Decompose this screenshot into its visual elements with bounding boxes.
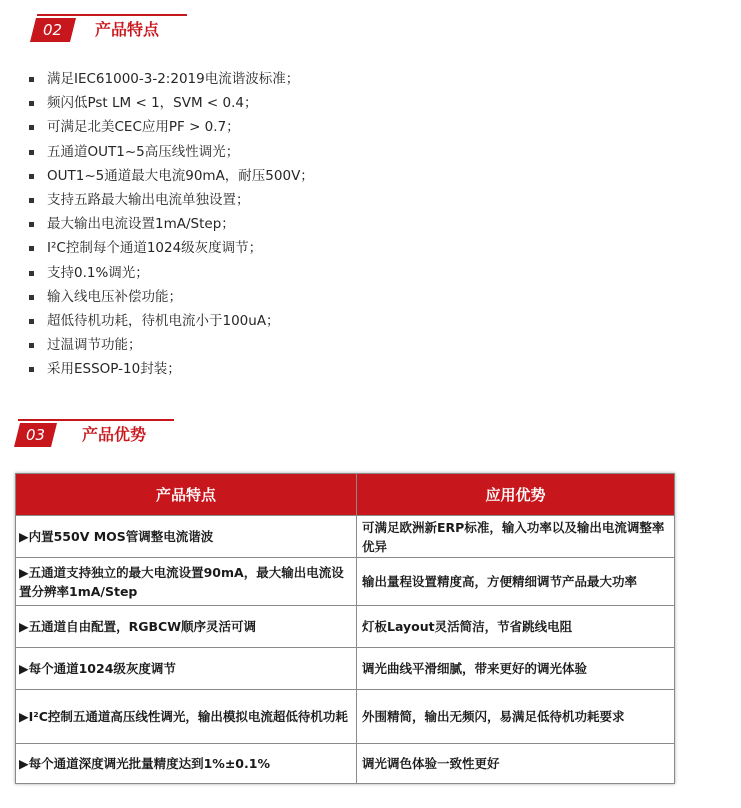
header-rule — [37, 14, 187, 16]
table-row — [16, 516, 675, 558]
section-header-features — [0, 14, 200, 48]
list-item: OUT1~5通道最大电流90mA，耐压500V； — [29, 164, 314, 188]
bullet-icon — [29, 343, 34, 348]
feature-cell: ▶五通道自由配置，RGBCW顺序灵活可调 — [16, 606, 357, 648]
list-item: 支持五路最大输出电流单独设置； — [29, 188, 314, 212]
feature-cell: ▶内置550V MOS管调整电流谐波 — [16, 516, 357, 558]
advantage-cell: 输出量程设置精度高，方便精细调节产品最大功率 — [357, 558, 675, 606]
bullet-icon — [29, 367, 34, 372]
list-item: 过温调节功能； — [29, 333, 314, 357]
bullet-icon — [29, 174, 34, 179]
feature-cell: ▶五通道支持独立的最大电流设置90mA，最大输出电流设置分辨率1mA/Step — [16, 558, 357, 606]
advantage-cell: 可满足欧洲新ERP标准，输入功率以及输出电流调整率优异 — [357, 516, 675, 558]
bullet-icon — [29, 246, 34, 251]
section-number-badge: 02 — [30, 18, 76, 42]
list-item: 最大输出电流设置1mA/Step； — [29, 212, 314, 236]
list-item: 采用ESSOP-10封装； — [29, 357, 314, 381]
bullet-icon — [29, 295, 34, 300]
section-header-advantages — [0, 419, 200, 453]
list-item: I²C控制每个通道1024级灰度调节； — [29, 236, 314, 260]
column-header-feature: 产品特点 — [16, 474, 357, 516]
table-header-row — [16, 474, 675, 516]
bullet-icon — [29, 222, 34, 227]
list-item: 输入线电压补偿功能； — [29, 285, 314, 309]
feature-cell: ▶每个通道深度调光批量精度达到1%±0.1% — [16, 744, 357, 784]
bullet-icon — [29, 125, 34, 130]
advantage-cell: 调光调色体验一致性更好 — [357, 744, 675, 784]
advantages-table — [15, 473, 675, 784]
section-number-badge: 03 — [14, 423, 57, 447]
table-row — [16, 558, 675, 606]
bullet-icon — [29, 271, 34, 276]
bullet-icon — [29, 101, 34, 106]
advantage-cell: 灯板Layout灵活简洁，节省跳线电阻 — [357, 606, 675, 648]
list-item: 可满足北美CEC应用PF > 0.7； — [29, 115, 314, 139]
list-item: 五通道OUT1~5高压线性调光； — [29, 140, 314, 164]
advantage-cell: 外围精简，输出无频闪，易满足低待机功耗要求 — [357, 690, 675, 744]
table-row — [16, 690, 675, 744]
bullet-icon — [29, 198, 34, 203]
list-item: 超低待机功耗，待机电流小于100uA； — [29, 309, 314, 333]
feature-list — [29, 67, 314, 381]
section-title: 产品优势 — [82, 425, 147, 444]
table-row — [16, 744, 675, 784]
bullet-icon — [29, 77, 34, 82]
table-row — [16, 606, 675, 648]
list-item: 满足IEC61000-3-2:2019电流谐波标准； — [29, 67, 314, 91]
feature-cell: ▶I²C控制五通道高压线性调光，输出模拟电流超低待机功耗 — [16, 690, 357, 744]
header-rule — [18, 419, 174, 421]
section-title: 产品特点 — [95, 20, 160, 39]
bullet-icon — [29, 319, 34, 324]
advantage-cell: 调光曲线平滑细腻，带来更好的调光体验 — [357, 648, 675, 690]
column-header-advantage: 应用优势 — [357, 474, 675, 516]
list-item: 支持0.1%调光； — [29, 261, 314, 285]
bullet-icon — [29, 150, 34, 155]
feature-cell: ▶每个通道1024级灰度调节 — [16, 648, 357, 690]
list-item: 频闪低Pst LM < 1，SVM < 0.4； — [29, 91, 314, 115]
table-row — [16, 648, 675, 690]
